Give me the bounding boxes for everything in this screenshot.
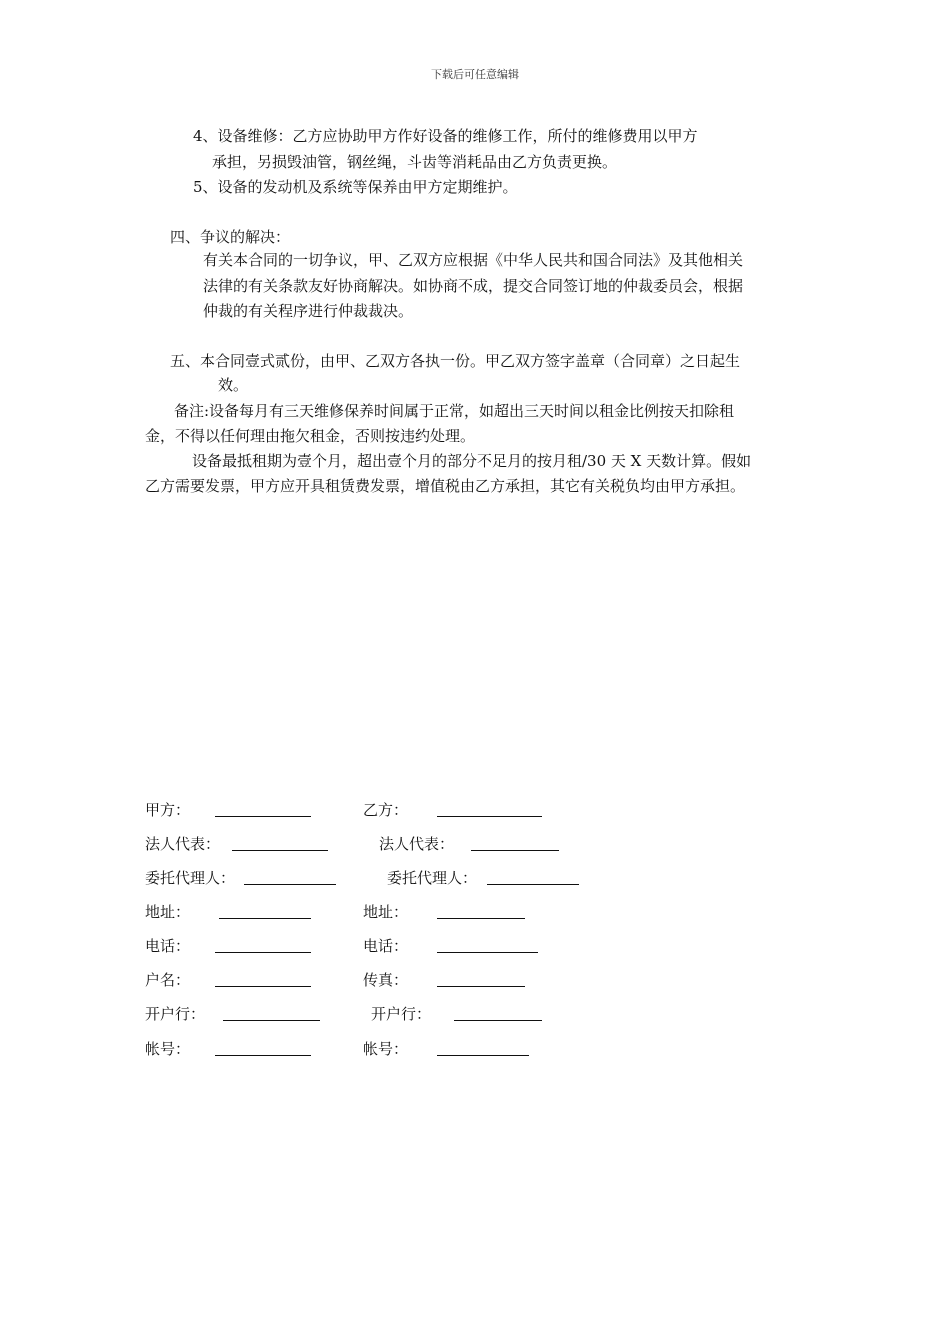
legal-rep-b-label: 法人代表：	[379, 835, 455, 853]
address-a-blank	[219, 918, 311, 919]
account-name-a-label: 户名：	[145, 971, 191, 989]
address-b-blank	[437, 918, 525, 919]
party-a-label: 甲方：	[145, 801, 191, 819]
section-5-line-1: 五、本合同壹式贰份，由甲、乙双方各执一份。甲乙双方签字盖章（合同章）之日起生	[170, 352, 741, 370]
section-5-line-2: 效。	[218, 376, 249, 394]
legal-rep-a-blank	[232, 850, 328, 851]
party-b-label: 乙方：	[363, 801, 409, 819]
bank-a-label: 开户行：	[145, 1005, 206, 1023]
remark-line-1: 备注:设备每月有三天维修保养时间属于正常，如超出三天时间以租金比例按天扣除租	[174, 402, 735, 420]
legal-rep-b-blank	[471, 850, 559, 851]
legal-rep-a-label: 法人代表：	[145, 835, 221, 853]
address-b-label: 地址：	[363, 903, 409, 921]
agent-a-blank	[244, 884, 336, 885]
remark-line-2: 金，不得以任何理由拖欠租金，否则按违约处理。	[145, 427, 476, 445]
phone-a-blank	[215, 952, 311, 953]
account-name-a-blank	[215, 986, 311, 987]
agent-b-label: 委托代理人：	[387, 869, 478, 887]
account-no-a-label: 帐号：	[145, 1040, 191, 1058]
phone-b-label: 电话：	[363, 937, 409, 955]
section-4-line-3: 仲裁的有关程序进行仲裁裁决。	[203, 302, 414, 320]
agent-b-blank	[487, 884, 579, 885]
item-5: 5、设备的发动机及系统等保养由甲方定期维护。	[193, 178, 518, 196]
account-no-b-label: 帐号：	[363, 1040, 409, 1058]
party-b-blank	[437, 816, 542, 817]
lease-term-line-2: 乙方需要发票，甲方应开具租赁费发票，增值税由乙方承担，其它有关税负均由甲方承担。	[145, 477, 746, 495]
phone-b-blank	[437, 952, 538, 953]
lease-term-line-1: 设备最抵租期为壹个月，超出壹个月的部分不足月的按月租/30 天 X 天数计算。假如	[192, 452, 752, 470]
section-4-title: 四、争议的解决：	[170, 228, 291, 246]
fax-b-label: 传真：	[363, 971, 409, 989]
bank-a-blank	[223, 1020, 320, 1021]
item-4-line-2: 承担，另损毁油管，钢丝绳，斗齿等消耗品由乙方负责更换。	[212, 153, 618, 171]
page-header-note: 下载后可任意编辑	[431, 68, 519, 81]
section-4-line-1: 有关本合同的一切争议，甲、乙双方应根据《中华人民共和国合同法》及其他相关	[203, 251, 744, 269]
agent-a-label: 委托代理人：	[145, 869, 236, 887]
account-no-b-blank	[437, 1055, 529, 1056]
section-4-line-2: 法律的有关条款友好协商解决。如协商不成，提交合同签订地的仲裁委员会，根据	[203, 277, 744, 295]
bank-b-label: 开户行：	[371, 1005, 432, 1023]
address-a-label: 地址：	[145, 903, 191, 921]
bank-b-blank	[454, 1020, 542, 1021]
party-a-blank	[215, 816, 311, 817]
phone-a-label: 电话：	[145, 937, 191, 955]
account-no-a-blank	[215, 1055, 311, 1056]
item-4-line-1: 4、设备维修：乙方应协助甲方作好设备的维修工作，所付的维修费用以甲方	[193, 127, 698, 145]
fax-b-blank	[437, 986, 525, 987]
